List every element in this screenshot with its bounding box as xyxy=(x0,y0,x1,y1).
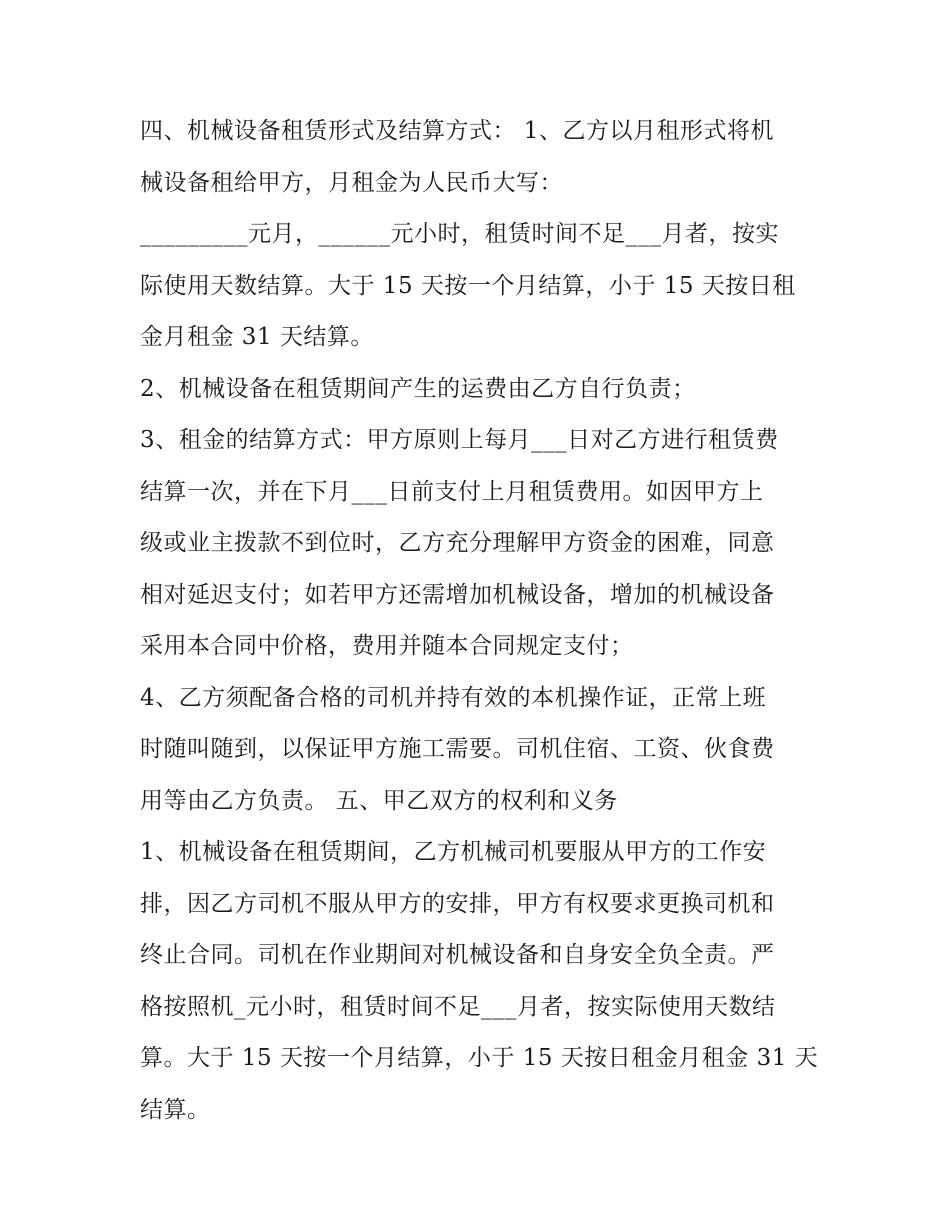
text-line: 3、租金的结算方式：甲方原则上每月___日对乙方进行租赁费 xyxy=(140,427,779,453)
text-line: 际使用天数结算。大于 15 天按一个月结算，小于 15 天按日租 xyxy=(140,272,796,299)
text-line: 采用本合同中价格，费用并随本合同规定支付； xyxy=(140,633,634,659)
text-line: 结算。 xyxy=(140,1096,211,1123)
text-line: 相对延迟支付；如若甲方还需增加机械设备，增加的机械设备 xyxy=(140,581,775,608)
text-line: 算。大于 15 天按一个月结算，小于 15 天按日租金月租金 31 天 xyxy=(140,1045,819,1071)
text-line: 1、机械设备在租赁期间，乙方机械司机要服从甲方的工作安 xyxy=(140,839,767,865)
text-line: 终止合同。司机在作业期间对机械设备和自身安全负全责。严 xyxy=(140,942,775,968)
document-body xyxy=(140,106,820,1136)
text-line: 2、机械设备在租赁期间产生的运费由乙方自行负责； xyxy=(140,375,696,402)
text-line: 结算一次，并在下月___日前支付上月租赁费用。如因甲方上 xyxy=(140,478,764,505)
text-line: 4、乙方须配备合格的司机并持有效的本机操作证，正常上班 xyxy=(140,684,767,711)
text-line: 级或业主拨款不到位时，乙方充分理解甲方资金的困难，同意 xyxy=(140,530,775,556)
text-line: _________元月，______元小时，租赁时间不足___月者，按实 xyxy=(140,221,779,247)
text-line: 格按照机_元小时，租赁时间不足___月者，按实际使用天数结 xyxy=(140,993,776,1020)
text-line: 用等由乙方负责。 五、甲乙双方的权利和义务 xyxy=(140,787,618,814)
text-line: 排，因乙方司机不服从甲方的安排，甲方有权要求更换司机和 xyxy=(140,890,775,917)
text-line: 械设备租给甲方，月租金为人民币大写： xyxy=(140,169,563,196)
text-line: 四、机械设备租赁形式及结算方式： 1、乙方以月租形式将机 xyxy=(140,118,774,144)
text-line: 时随叫随到，以保证甲方施工需要。司机住宿、工资、伙食费 xyxy=(140,736,775,762)
text-line: 金月租金 31 天结算。 xyxy=(140,324,374,350)
